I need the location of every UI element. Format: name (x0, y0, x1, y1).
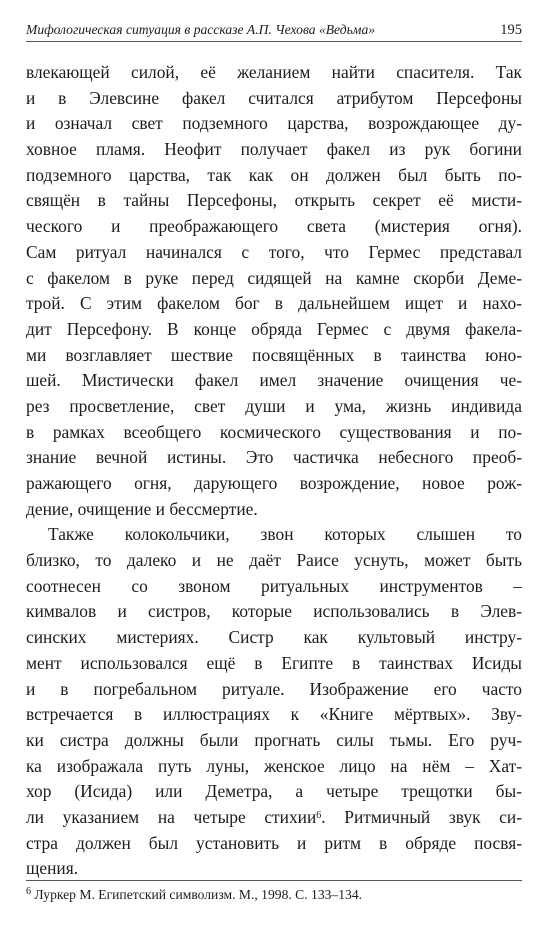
footnote-divider (26, 880, 522, 881)
text-fragment: . Ритмичный звук си- (321, 806, 522, 827)
paragraph-2 (26, 522, 522, 882)
text-line: ми возглавляет шествие посвящённых в таинства юно- (26, 344, 522, 365)
text-line: хор (Исида) или Деметра, а четыре трещотки бы- (26, 781, 522, 802)
page-number: 195 (500, 22, 522, 38)
text-line: рез просветление, свет души и ума, жизнь индивида (26, 395, 522, 416)
text-line: ки систра должны были прогнать силы тьмы. Его руч- (26, 729, 522, 750)
text-line: и означал свет подземного царства, возрождающее ду- (26, 113, 522, 134)
footnote-ref[interactable]: 6 (316, 809, 322, 821)
running-header (26, 20, 522, 42)
text-line (26, 805, 522, 831)
footnote-marker: 6 (26, 886, 31, 897)
text-line: знание вечной истины. Это частичка небесного преоб- (26, 447, 522, 468)
text-line: и в Элевсине факел считался атрибутом Персефоны (26, 87, 522, 108)
text-line: соотнесен со звоном ритуальных инструментов – (26, 575, 522, 596)
paragraph-1 (26, 60, 522, 522)
main-text (26, 60, 522, 882)
footnote-text: Луркер М. Египетский символизм. М., 1998. С. 133–134. (34, 887, 363, 902)
text-line: с факелом в руке перед сидящей на камне скорби Деме- (26, 267, 522, 288)
text-line: Также колокольчики, звон которых слышен то (48, 524, 522, 545)
text-line: дение, очищение и бессмертие. (26, 498, 258, 519)
text-line: трой. С этим факелом бог в дальнейшем ищет и нахо- (26, 293, 522, 314)
text-line: и в погребальном ритуале. Изображение его часто (26, 678, 522, 699)
text-line: дит Персефону. В конце обряда Гермес с двумя факела- (26, 318, 522, 339)
text-line: кимвалов и систров, которые использовались в Элев- (26, 601, 522, 622)
text-line: свящён в тайны Персефоны, открыть секрет её мисти- (26, 190, 522, 211)
text-line: встречается в иллюстрациях к «Книге мёртвых». Зву- (26, 704, 522, 725)
text-line: ражающего огня, дарующего возрождение, новое рож- (26, 473, 522, 493)
footnote (26, 887, 522, 903)
text-line: подземного царства, так как он должен был быть по- (26, 164, 522, 185)
text-line: синских мистериях. Систр как культовый инстру- (26, 627, 522, 648)
text-line: влекающей силой, её желанием найти спасителя. Так (26, 62, 522, 82)
text-line: стра должен был установить и ритм в обряде посвя- (26, 832, 522, 853)
running-title: Мифологическая ситуация в рассказе А.П. Чехова «Ведьма» (26, 22, 376, 37)
text-line: ческого и преображающего света (мистерия огня). (26, 216, 522, 237)
text-fragment: ли указанием на четыре стихии (26, 806, 317, 827)
text-line: щения. (26, 858, 79, 879)
text-line: ховное пламя. Неофит получает факел из рук богини (26, 139, 522, 160)
text-line: в рамках всеобщего космического существования и по- (26, 421, 522, 442)
text-line: ка изображала путь луны, женское лицо на нём – Хат- (26, 755, 522, 776)
text-line: шей. Мистически факел имел значение очищения че- (26, 370, 522, 391)
text-line: близко, то далеко и не даёт Раисе уснуть, может быть (26, 550, 522, 571)
text-line: мент использовался ещё в Египте в таинствах Исиды (26, 652, 522, 673)
text-line: Сам ритуал начинался с того, что Гермес представал (26, 241, 522, 262)
